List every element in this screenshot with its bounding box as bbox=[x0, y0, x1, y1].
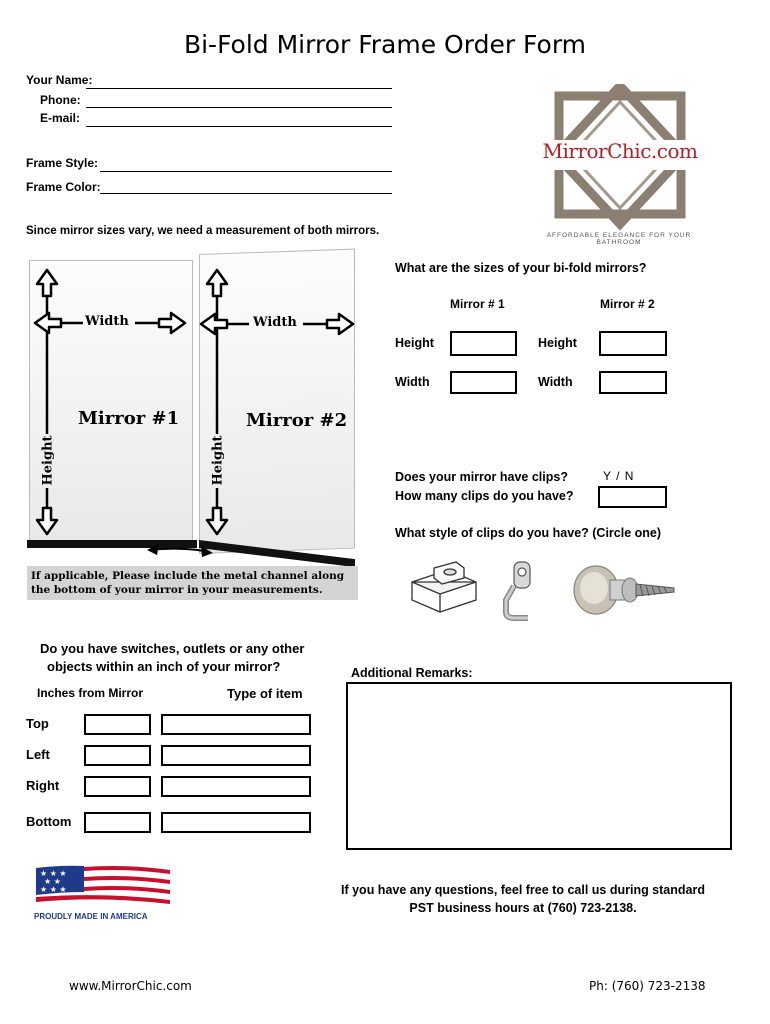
clips-yes-no[interactable]: Y / N bbox=[603, 469, 635, 483]
phone-field[interactable] bbox=[86, 107, 392, 108]
channel-note-line-2: the bottom of your mirror in your measurements. bbox=[31, 584, 323, 596]
top-inches-input[interactable] bbox=[84, 714, 151, 735]
inches-column-header: Inches from Mirror bbox=[37, 686, 144, 700]
mirror-2-width-label: Width bbox=[253, 315, 297, 330]
frame-color-field[interactable] bbox=[100, 193, 392, 194]
logo-brand: MirrorChic.com bbox=[542, 139, 698, 163]
obstacles-question-line-1: Do you have switches, outlets or any other bbox=[40, 641, 305, 656]
right-inches-input[interactable] bbox=[84, 776, 151, 797]
frame-style-field[interactable] bbox=[100, 171, 392, 172]
clip-style-1-image[interactable] bbox=[404, 560, 484, 616]
footer-website[interactable]: www.MirrorChic.com bbox=[69, 979, 192, 993]
mirror-2-width-input[interactable] bbox=[599, 371, 667, 394]
frame-style-label: Frame Style: bbox=[26, 156, 99, 170]
mirror-1-height-label: Height bbox=[40, 435, 56, 486]
type-column-header: Type of item bbox=[227, 686, 303, 701]
mirror-1-height-input[interactable] bbox=[450, 331, 517, 356]
bottom-type-input[interactable] bbox=[161, 812, 311, 833]
left-type-input[interactable] bbox=[161, 745, 311, 766]
mirror-2-width-label-field: Width bbox=[538, 375, 573, 389]
mirror-diagram bbox=[27, 252, 358, 600]
name-field[interactable] bbox=[86, 88, 392, 89]
footer-phone: Ph: (760) 723-2138 bbox=[589, 979, 706, 993]
clips-count-question: How many clips do you have? bbox=[395, 489, 574, 503]
mirror-1-label: Mirror #1 bbox=[78, 408, 180, 429]
channel-note-line-1: If applicable, Please include the metal channel along bbox=[31, 570, 345, 582]
mirror-1-width-label: Width bbox=[85, 314, 129, 329]
right-type-input[interactable] bbox=[161, 776, 311, 797]
remarks-textarea[interactable] bbox=[346, 682, 732, 850]
made-in-america-text: PROUDLY MADE IN AMERICA bbox=[34, 912, 148, 921]
name-label: Your Name: bbox=[26, 73, 93, 87]
phone-label: Phone: bbox=[40, 93, 81, 107]
clip-style-3-image[interactable] bbox=[570, 562, 680, 618]
email-field[interactable] bbox=[86, 126, 392, 127]
obstacle-row-bottom-label: Bottom bbox=[26, 814, 72, 829]
obstacle-row-left-label: Left bbox=[26, 747, 50, 762]
mirror-1-height-label-field: Height bbox=[395, 336, 434, 350]
mirror-2-height-input[interactable] bbox=[599, 331, 667, 356]
obstacle-row-top-label: Top bbox=[26, 716, 49, 731]
remarks-label: Additional Remarks: bbox=[351, 666, 473, 680]
mirror-2-header: Mirror # 2 bbox=[600, 297, 655, 311]
clips-count-input[interactable] bbox=[598, 486, 667, 508]
measurement-note: Since mirror sizes vary, we need a measurement of both mirrors. bbox=[26, 225, 380, 237]
obstacles-question-line-2: objects within an inch of your mirror? bbox=[47, 659, 281, 674]
contact-note-line-2: PST business hours at (760) 723-2138. bbox=[409, 901, 637, 915]
sizes-question: What are the sizes of your bi-fold mirrors? bbox=[395, 261, 647, 275]
bottom-inches-input[interactable] bbox=[84, 812, 151, 833]
clips-question: Does your mirror have clips? bbox=[395, 470, 568, 484]
made-in-america-flag bbox=[32, 862, 174, 924]
mirror-1-header: Mirror # 1 bbox=[450, 297, 505, 311]
clip-style-question: What style of clips do you have? (Circle one) bbox=[395, 526, 662, 540]
svg-text:★ ★: ★ ★ bbox=[44, 877, 61, 886]
top-type-input[interactable] bbox=[161, 714, 311, 735]
mirror-1-width-label-field: Width bbox=[395, 375, 430, 389]
page-title: Bi-Fold Mirror Frame Order Form bbox=[183, 30, 587, 59]
mirror-2-height-label: Height bbox=[210, 435, 226, 486]
email-label: E-mail: bbox=[40, 111, 81, 125]
frame-color-label: Frame Color: bbox=[26, 180, 101, 194]
svg-text:★ ★ ★: ★ ★ ★ bbox=[40, 869, 67, 878]
logo-tagline: AFFORDABLE ELEGANCE FOR YOUR BATHROOM bbox=[546, 232, 692, 246]
clip-style-2-image[interactable] bbox=[498, 560, 544, 622]
mirrorchic-logo bbox=[524, 84, 714, 246]
obstacle-row-right-label: Right bbox=[26, 778, 60, 793]
left-inches-input[interactable] bbox=[84, 745, 151, 766]
contact-note-line-1: If you have any questions, feel free to call us during standard bbox=[341, 883, 705, 897]
mirror-1-width-input[interactable] bbox=[450, 371, 517, 394]
mirror-2-label: Mirror #2 bbox=[246, 410, 348, 431]
mirror-2-height-label-field: Height bbox=[538, 336, 577, 350]
svg-text:★ ★ ★: ★ ★ ★ bbox=[40, 885, 67, 894]
